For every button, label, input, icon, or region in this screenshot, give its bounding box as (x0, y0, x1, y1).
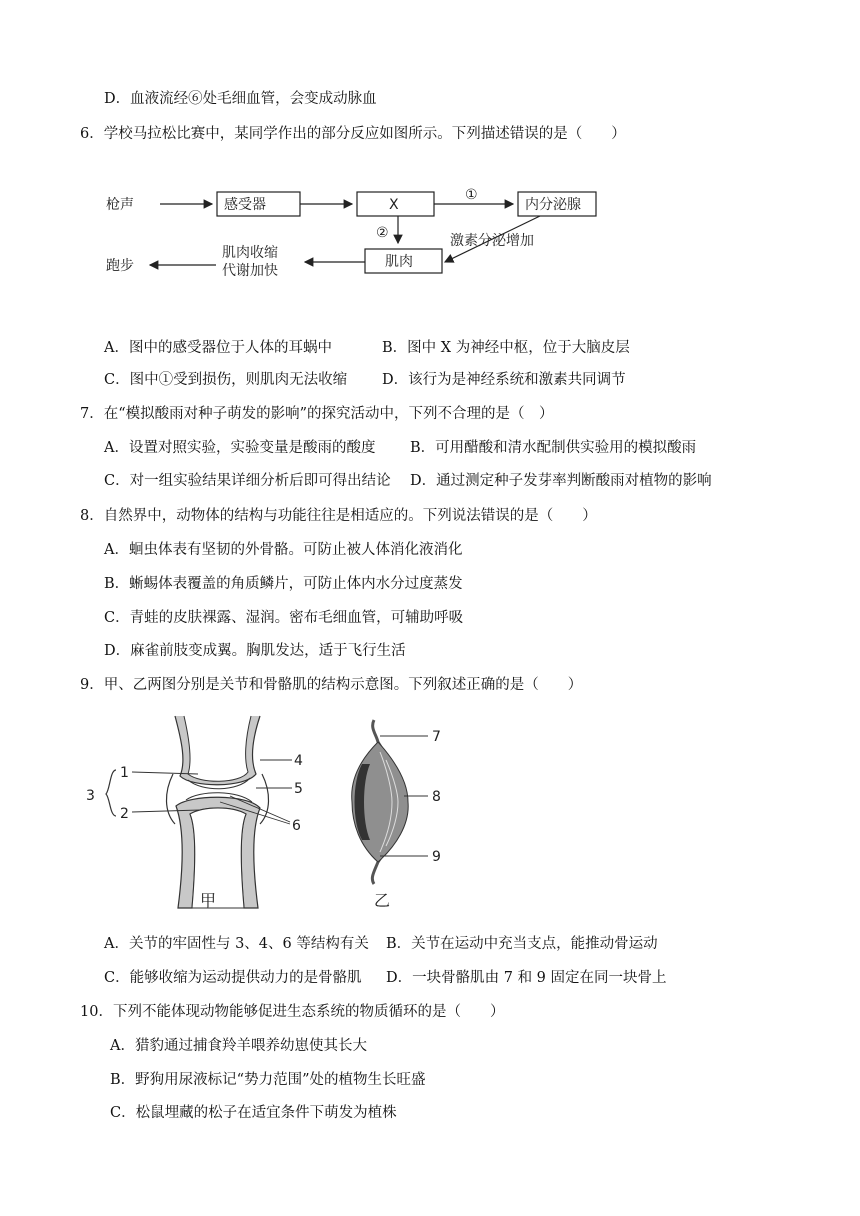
muscle-diagram-yi (340, 712, 460, 912)
receptor-label: 感受器 (224, 197, 266, 213)
q7-option-a: A．设置对照实验，实验变量是酸雨的酸度 (104, 440, 376, 456)
joint-diagram-jia (80, 712, 320, 912)
label-9: 9 (432, 849, 441, 865)
muscle-label: 肌肉 (385, 254, 413, 270)
q7-option-c: C．对一组实验结果详细分析后即可得出结论 (104, 473, 391, 489)
run-label: 跑步 (106, 258, 134, 274)
q8-option-b: B．蜥蜴体表覆盖的角质鳞片，可防止体内水分过度蒸发 (104, 576, 463, 592)
q10-stem: 10．下列不能体现动物能够促进生态系统的物质循环的是（ ） (80, 1004, 505, 1020)
q6-reflex-diagram (100, 175, 620, 295)
q6-option-b: B．图中 X 为神经中枢，位于大脑皮层 (382, 340, 630, 356)
contract-label-1: 肌肉收缩 (222, 245, 278, 261)
label-7: 7 (432, 729, 441, 745)
label-2: 2 (120, 806, 129, 822)
q9-stem: 9．甲、乙两图分别是关节和骨骼肌的结构示意图。下列叙述正确的是（ ） (80, 677, 583, 693)
q8-option-c: C．青蛙的皮肤裸露、湿润。密布毛细血管，可辅助呼吸 (104, 610, 464, 626)
circle1-label: ① (465, 187, 478, 203)
q10-option-c: C．松鼠埋藏的松子在适宜条件下萌发为植株 (110, 1105, 397, 1121)
q9-option-d: D．一块骨骼肌由 7 和 9 固定在同一块骨上 (386, 970, 667, 986)
contract-label-2: 代谢加快 (222, 263, 278, 279)
q8-stem: 8．自然界中，动物体的结构与功能往往是相适应的。下列说法错误的是（ ） (80, 508, 597, 524)
q9-option-b: B．关节在运动中充当支点，能推动骨运动 (386, 936, 658, 952)
label-8: 8 (432, 789, 441, 805)
label-4: 4 (294, 753, 303, 769)
q7-option-d: D．通过测定种子发芽率判断酸雨对植物的影响 (410, 473, 712, 489)
q5-option-d: D．血液流经⑥处毛细血管，会变成动脉血 (104, 91, 377, 107)
hormone-label: 激素分泌增加 (450, 233, 534, 249)
label-1: 1 (120, 765, 129, 781)
label-5: 5 (294, 781, 303, 797)
q6-option-c: C．图中①受到损伤，则肌肉无法收缩 (104, 372, 348, 388)
q8-option-a: A．蛔虫体表有坚韧的外骨骼。可防止被人体消化液消化 (104, 542, 463, 558)
q10-option-a: A．猎豹通过捕食羚羊喂养幼崽使其长大 (110, 1038, 367, 1054)
jia-label: 甲 (200, 891, 217, 910)
label-6: 6 (292, 818, 301, 834)
gland-label: 内分泌腺 (525, 197, 581, 213)
circle2-label: ② (376, 225, 389, 241)
label-3: 3 (86, 788, 95, 804)
q7-stem: 7．在“模拟酸雨对种子萌发的影响”的探究活动中，下列不合理的是（ ） (80, 406, 554, 422)
q6-option-a: A．图中的感受器位于人体的耳蜗中 (104, 340, 332, 356)
q8-option-d: D．麻雀前肢变成翼。胸肌发达，适于飞行生活 (104, 643, 406, 659)
q6-stem: 6．学校马拉松比赛中，某同学作出的部分反应如图所示。下列描述错误的是（ ） (80, 126, 626, 142)
q9-option-c: C．能够收缩为运动提供动力的是骨骼肌 (104, 970, 362, 986)
q7-option-b: B．可用醋酸和清水配制供实验用的模拟酸雨 (410, 440, 697, 456)
gunshot-label: 枪声 (106, 197, 134, 213)
q9-option-a: A．关节的牢固性与 3、4、6 等结构有关 (104, 936, 369, 952)
yi-label: 乙 (374, 891, 391, 910)
q10-option-b: B．野狗用尿液标记“势力范围”处的植物生长旺盛 (110, 1072, 426, 1088)
x-label: X (389, 197, 399, 213)
q6-option-d: D．该行为是神经系统和激素共同调节 (382, 372, 626, 388)
